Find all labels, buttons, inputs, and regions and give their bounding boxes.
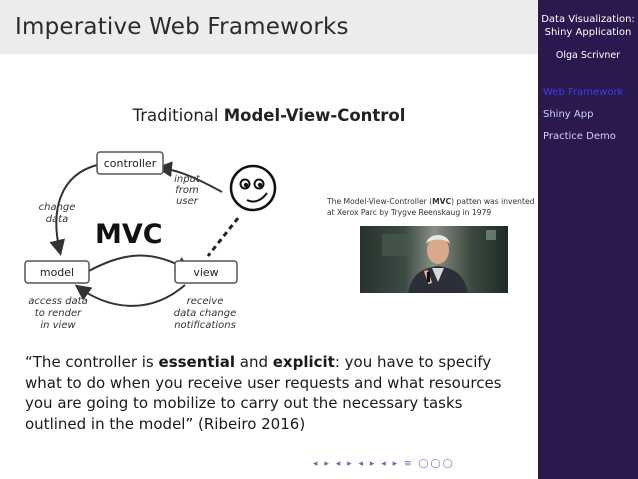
mvc-label: MVC bbox=[95, 219, 163, 250]
sidebar-title-line2: Shiny Application bbox=[544, 27, 632, 38]
beamer-navigation-symbols[interactable]: ◂ ▸ ◂ ▸ ◂ ▸ ◂ ▸ ≡ ◯◯◯ bbox=[313, 459, 455, 469]
sidebar bbox=[538, 0, 638, 479]
label-input: input bbox=[174, 174, 200, 185]
mvc-diagram bbox=[0, 140, 300, 340]
photo-caption bbox=[327, 197, 539, 218]
person-photo-icon bbox=[360, 226, 508, 293]
caption-prefix: The Model-View-Controller ( bbox=[327, 197, 433, 206]
sidebar-author: Olga Scrivner bbox=[555, 50, 621, 61]
caption-bold: MVC bbox=[432, 197, 452, 206]
user-face-icon bbox=[231, 166, 275, 210]
label-from: from bbox=[175, 185, 199, 196]
caption-suffix: ) patten was invented at Xerox Parc by Trygve Reenskaug in 1979 bbox=[327, 197, 535, 217]
quote-rest: : you have to specify what to do when you receive user requests and what resources you are going to mobilize to carry out the necessary tasks outlined in the model” (Ribeiro 2016) bbox=[25, 353, 502, 433]
controller-box-label: controller bbox=[103, 157, 157, 170]
model-box-label: model bbox=[39, 266, 75, 279]
label-access-data: access data bbox=[28, 296, 88, 307]
quote-mid: and bbox=[234, 353, 273, 371]
dashed-user-view-line bbox=[208, 218, 238, 256]
label-data: data bbox=[45, 214, 69, 225]
ribeiro-quote bbox=[25, 352, 525, 434]
label-notifications: notifications bbox=[174, 320, 236, 331]
sidebar-item-web-framework[interactable]: Web Framework bbox=[543, 87, 624, 98]
label-receive: receive bbox=[186, 296, 224, 307]
view-box-label: view bbox=[193, 266, 219, 279]
label-change: change bbox=[38, 202, 76, 213]
quote-open: “The controller is bbox=[25, 353, 159, 371]
label-user: user bbox=[176, 196, 198, 207]
label-data-change: data change bbox=[173, 308, 237, 319]
label-to-render: to render bbox=[34, 308, 82, 319]
sidebar-item-practice-demo[interactable]: Practice Demo bbox=[543, 131, 616, 142]
sidebar-nav bbox=[543, 82, 623, 148]
diagram-title bbox=[0, 106, 538, 125]
arrow-model-to-view bbox=[80, 256, 188, 276]
slide-title: Imperative Web Frameworks bbox=[15, 14, 349, 40]
arrow-view-to-model bbox=[78, 285, 185, 306]
diagram-title-prefix: Traditional bbox=[132, 106, 224, 125]
sidebar-title-line1: Data Visualization: bbox=[541, 14, 635, 25]
quote-explicit: explicit bbox=[272, 353, 335, 371]
title-bar bbox=[0, 0, 538, 54]
sidebar-title bbox=[538, 13, 638, 39]
label-in-view: in view bbox=[40, 320, 76, 331]
sidebar-item-shiny-app[interactable]: Shiny App bbox=[543, 109, 594, 120]
reenskaug-photo bbox=[360, 226, 508, 293]
diagram-title-bold: Model-View-Control bbox=[223, 106, 406, 125]
quote-essential: essential bbox=[158, 353, 235, 371]
